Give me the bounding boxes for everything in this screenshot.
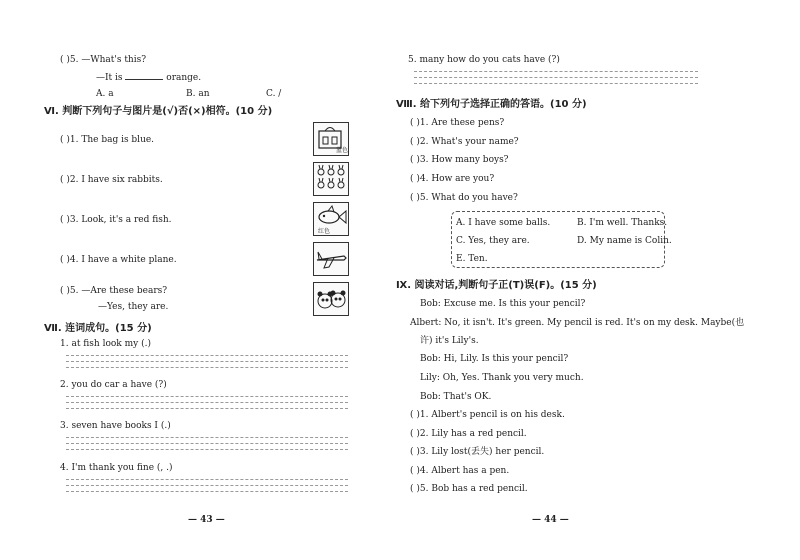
s8-item-1: ( )1. Are these pens? — [410, 118, 505, 128]
s8-option-b: B. I'm well. Thanks. — [577, 218, 668, 228]
s7-item-2: 2. you do car a have (?) — [60, 380, 167, 390]
r-answer-line[interactable] — [414, 83, 698, 84]
s7-answer-line[interactable] — [66, 491, 348, 492]
rabbits-icon — [314, 163, 348, 195]
s9-item-5: ( )5. Bob has a red pencil. — [410, 484, 528, 494]
s8-option-a: A. I have some balls. — [456, 218, 551, 228]
q5-option-c: C. / — [266, 89, 282, 99]
s7-answer-line[interactable] — [66, 396, 348, 397]
bears-picture — [313, 282, 349, 316]
s9-item-1: ( )1. Albert's pencil is on his desk. — [410, 410, 565, 420]
page-number-left: — 43 — — [188, 515, 225, 525]
bag-caption: 蓝色 — [336, 147, 349, 154]
q5-line2-post: orange. — [166, 73, 202, 83]
s7-answer-line[interactable] — [66, 443, 348, 444]
q5-line2-pre: —It is — [96, 73, 123, 83]
s7-answer-line[interactable] — [66, 408, 348, 409]
s9-dialogue-2: Albert: No, it isn't. It's green. My pencil is red. It's on my desk. Maybe(也 — [410, 318, 745, 328]
s7-item-4: 4. I'm thank you fine (, .) — [60, 463, 173, 473]
s6-item-4: ( )4. I have a white plane. — [60, 255, 177, 265]
rabbits-picture — [313, 162, 349, 196]
s7-answer-line[interactable] — [66, 479, 348, 480]
r-answer-line[interactable] — [414, 71, 698, 72]
s7-answer-line[interactable] — [66, 367, 348, 368]
section7-title: Ⅶ. 连词成句。(15 分) — [44, 323, 152, 334]
q5-line2 — [96, 71, 201, 84]
q5-option-b: B. an — [186, 89, 210, 99]
s8-item-3: ( )3. How many boys? — [410, 155, 509, 165]
s7-answer-line[interactable] — [66, 402, 348, 403]
s6-item-3: ( )3. Look, it's a red fish. — [60, 215, 172, 225]
s9-dialogue-2-cont: 许) it's Lily's. — [420, 336, 479, 346]
s7-answer-line[interactable] — [66, 361, 348, 362]
plane-picture — [313, 242, 349, 276]
q5-stem: ( )5. —What's this? — [60, 55, 147, 65]
s8-option-d: D. My name is Colin. — [577, 236, 672, 246]
s9-dialogue-3: Bob: Hi, Lily. Is this your pencil? — [420, 354, 569, 364]
s9-item-2: ( )2. Lily has a red pencil. — [410, 429, 527, 439]
bag-picture — [313, 122, 349, 156]
fish-picture — [313, 202, 349, 236]
section6-title: Ⅵ. 判断下列句子与图片是(√)否(×)相符。(10 分) — [44, 106, 273, 117]
s7-item-1: 1. at fish look my (.) — [60, 339, 151, 349]
s9-dialogue-4: Lily: Oh, Yes. Thank you very much. — [420, 373, 584, 383]
s9-item-3: ( )3. Lily lost(丢失) her pencil. — [410, 447, 545, 457]
s6-item-5-answer: —Yes, they are. — [98, 302, 169, 312]
s9-dialogue-5: Bob: That's OK. — [420, 392, 492, 402]
s6-item-5: ( )5. —Are these bears? — [60, 286, 168, 296]
plane-icon — [314, 243, 348, 275]
bears-icon — [314, 283, 348, 315]
s8-option-e: E. Ten. — [456, 254, 488, 264]
s7-answer-line[interactable] — [66, 437, 348, 438]
s7-answer-line[interactable] — [66, 355, 348, 356]
s7-item-3: 3. seven have books I (.) — [60, 421, 171, 431]
s9-item-4: ( )4. Albert has a pen. — [410, 466, 510, 476]
s6-item-2: ( )2. I have six rabbits. — [60, 175, 163, 185]
s8-item-4: ( )4. How are you? — [410, 174, 495, 184]
s6-item-1: ( )1. The bag is blue. — [60, 135, 155, 145]
page-number-right: — 44 — — [532, 515, 569, 525]
s9-dialogue-1: Bob: Excuse me. Is this your pencil? — [420, 299, 586, 309]
q5-blank[interactable] — [125, 71, 163, 80]
q5-option-a: A. a — [96, 89, 114, 99]
r-q5-order: 5. many how do you cats have (?) — [408, 55, 560, 65]
fish-caption: 红色 — [318, 228, 331, 235]
s8-item-5: ( )5. What do you have? — [410, 193, 518, 203]
s8-option-c: C. Yes, they are. — [456, 236, 530, 246]
section8-title: Ⅷ. 给下列句子选择正确的答语。(10 分) — [396, 99, 587, 110]
r-answer-line[interactable] — [414, 77, 698, 78]
s7-answer-line[interactable] — [66, 485, 348, 486]
section9-title: Ⅸ. 阅读对话,判断句子正(T)误(F)。(15 分) — [396, 280, 597, 291]
s8-item-2: ( )2. What's your name? — [410, 137, 519, 147]
s7-answer-line[interactable] — [66, 449, 348, 450]
